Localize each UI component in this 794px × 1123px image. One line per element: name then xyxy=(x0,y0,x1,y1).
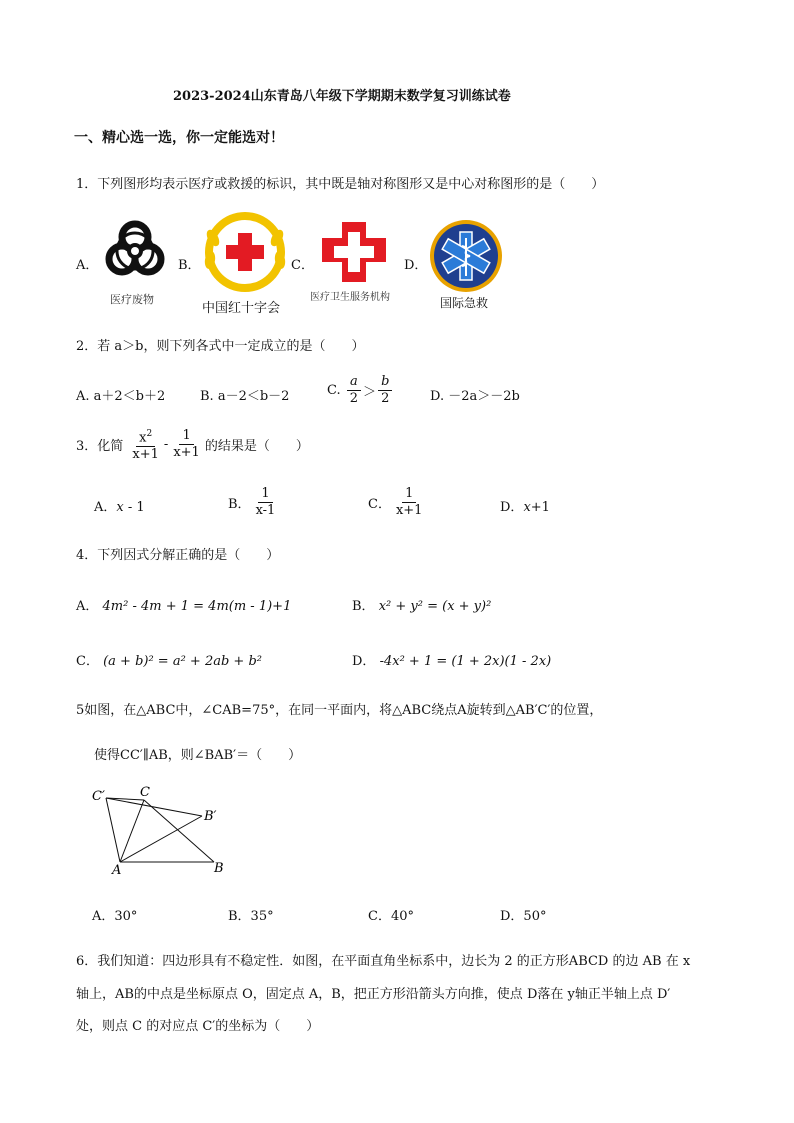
q3-stem: 3．化简 $\frac{x^2}{x+1}$ - $\frac{1}{x+1}$ 的结果是（ ） xyxy=(76,426,309,463)
q5-line2: 使得CC′∥AB，则∠BAB′＝（ ） xyxy=(94,748,302,763)
q1-option-a-label: A． xyxy=(76,258,99,273)
point-label-c: C xyxy=(140,785,150,800)
q4-stem: 4．下列因式分解正确的是（ ） xyxy=(76,548,280,563)
q2-option-c: C. $\frac{a}{2}$ ＞ $\frac{b}{2}$ xyxy=(327,374,394,407)
q5-option-d: D．50° xyxy=(500,909,547,924)
q1-stem: 1．下列图形均表示医疗或救援的标识，其中既是轴对称图形又是中心对称图形的是（ ） xyxy=(76,177,605,192)
star-of-life-icon xyxy=(428,218,504,294)
q2-stem: 2．若 a＞b，则下列各式中一定成立的是（ ） xyxy=(76,339,365,354)
section-heading: 一、精心选一选，你一定能选对！ xyxy=(74,130,284,146)
q4-option-c: C． (a + b)² = a² + 2ab + b² xyxy=(76,654,262,669)
point-label-b-prime: B′ xyxy=(204,809,217,824)
q4-option-d: D． -4x² + 1 = (1 + 2x)(1 - 2x) xyxy=(352,654,552,669)
q1-option-b-label: B． xyxy=(178,258,201,273)
point-label-b: B xyxy=(214,861,224,876)
q4-option-b: B． x² + y² = (x + y)² xyxy=(352,599,492,614)
q6-line2: 轴上，AB的中点是坐标原点 O，固定点 A，B，把正方形沿箭头方向推，使点 D落在 y轴正半轴上点 D′ xyxy=(76,987,671,1002)
q5-geometry-figure xyxy=(86,780,246,880)
q1-caption-a: 医疗废物 xyxy=(110,293,154,306)
medical-service-icon xyxy=(318,218,390,286)
q5-option-b: B．35° xyxy=(228,909,274,924)
q1-option-c-label: C． xyxy=(291,258,314,273)
q2-option-a: A. a＋2＜b＋2 xyxy=(76,389,166,404)
q6-line1: 6．我们知道：四边形具有不稳定性．如图，在平面直角坐标系中，边长为 2 的正方形ABCD 的边 AB 在 x xyxy=(76,954,691,969)
q5-line1: 5如图，在△ABC中，∠CAB=75°，在同一平面内，将△ABC绕点A旋转到△AB′C′的位置， xyxy=(76,703,603,718)
q4-option-a: A． 4m² - 4m + 1 = 4m(m - 1)+1 xyxy=(76,599,292,614)
q6-line3: 处，则点 C 的对应点 C′的坐标为（ ） xyxy=(76,1019,320,1034)
red-cross-emblem-icon xyxy=(200,208,290,296)
q3-option-c: C． $\frac{1}{x+1}$ xyxy=(368,486,423,518)
q1-caption-d: 国际急救 xyxy=(440,296,489,310)
biohazard-icon xyxy=(100,216,170,288)
point-label-a: A xyxy=(112,863,122,878)
page-title: 2023-2024山东青岛八年级下学期期末数学复习训练试卷 xyxy=(173,89,511,104)
point-label-c-prime: C′ xyxy=(92,789,105,804)
q2-option-d: D. －2a＞－2b xyxy=(430,389,520,404)
q3-option-b: B． $\frac{1}{x-1}$ xyxy=(228,486,276,518)
q2-option-b: B. a－2＜b－2 xyxy=(200,389,290,404)
q3-option-d: D．x+1 xyxy=(500,500,550,515)
q1-caption-c: 医疗卫生服务机构 xyxy=(310,292,390,303)
q5-option-c: C．40° xyxy=(368,909,414,924)
q5-option-a: A．30° xyxy=(92,909,138,924)
q3-option-a: A．x - 1 xyxy=(94,500,145,515)
q1-option-d-label: D． xyxy=(404,258,428,273)
q1-caption-b: 中国红十字会 xyxy=(202,301,281,316)
